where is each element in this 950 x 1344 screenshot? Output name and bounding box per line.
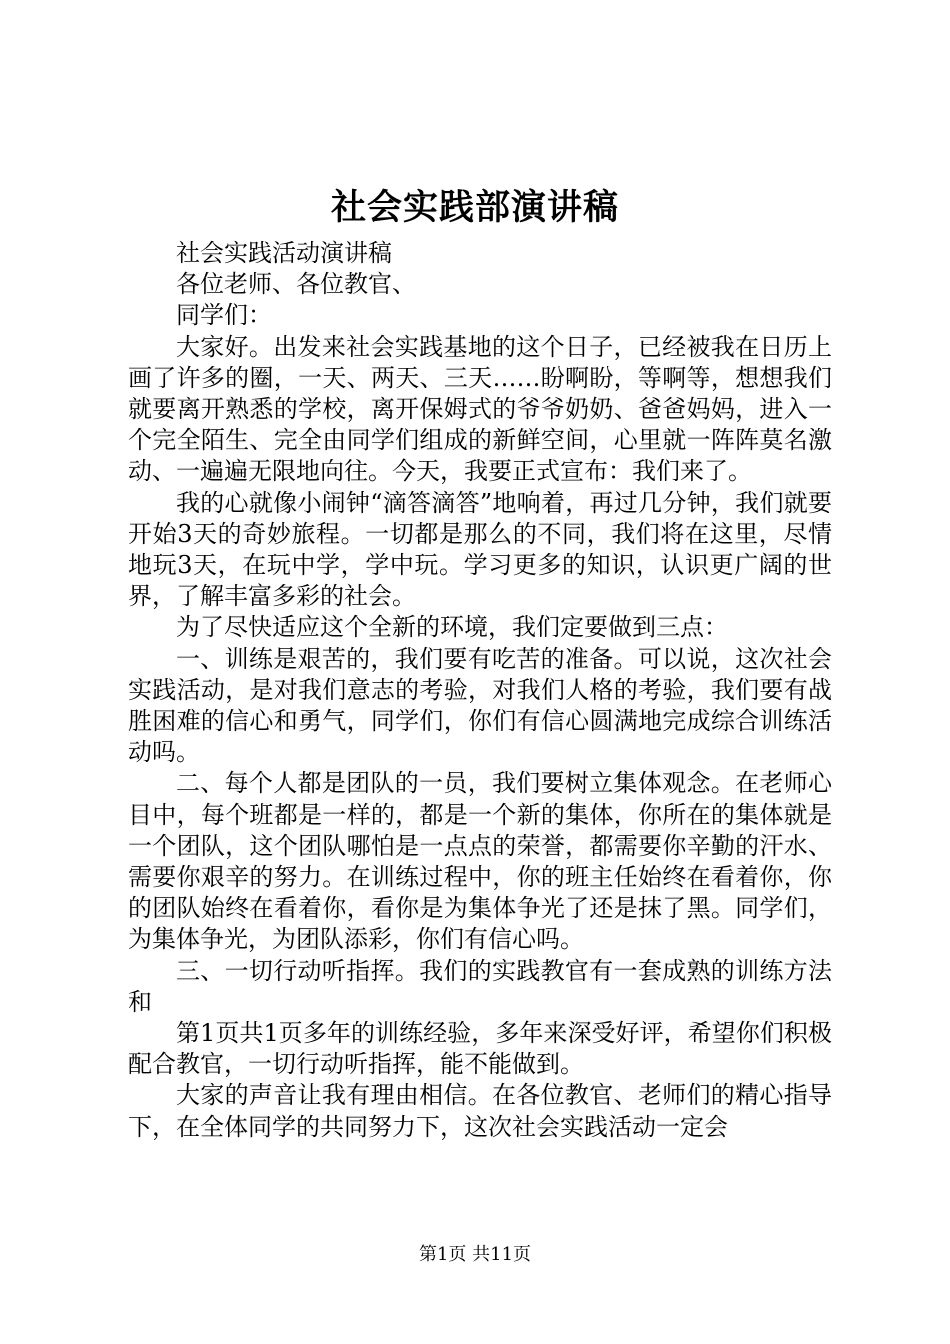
paragraph: 第1页共1页多年的训练经验，多年来深受好评，希望你们积极配合教官，一切行动听指挥，能不能做到。 [128, 1019, 832, 1079]
document-body [128, 238, 832, 1143]
paragraph: 一、训练是艰苦的，我们要有吃苦的准备。可以说，这次社会实践活动，是对我们意志的考验，对我们人格的考验，我们要有战胜困难的信心和勇气，同学们，你们有信心圆满地完成综合训练活动吗。 [128, 644, 832, 767]
paragraph-salutation-2: 同学们： [176, 301, 272, 330]
page-footer: 第1页 共11页 [418, 1244, 532, 1265]
paragraph: 大家好。出发来社会实践基地的这个日子，已经被我在日历上画了许多的圈，一天、两天、三天……盼啊盼，等啊等，想想我们就要离开熟悉的学校，离开保姆式的爷爷奶奶、爸爸妈妈，进入一个完全陌生、完全由同学们组成的新鲜空间，心里就一阵阵莫名激动、一遍遍无限地向往。今天，我要正式宣布：我们来了。 [128, 332, 832, 486]
paragraph: 二、每个人都是团队的一员，我们要树立集体观念。在老师心目中，每个班都是一样的，都是一个新的集体，你所在的集体就是一个团队，这个团队哪怕是一点点的荣誉，都需要你辛勤的汗水、需要你艰辛的努力。在训练过程中，你的班主任始终在看着你，你的团队始终在看着你，看你是为集体争光了还是抹了黑。同学们，为集体争光，为团队添彩，你们有信心吗。 [128, 769, 832, 954]
paragraph: 我的心就像小闹钟“滴答滴答”地响着，再过几分钟，我们就要开始3天的奇妙旅程。一切都是那么的不同，我们将在这里，尽情地玩3天，在玩中学，学中玩。学习更多的知识，认识更广阔的世界，了解丰富多彩的社会。 [128, 488, 832, 611]
paragraph: 大家的声音让我有理由相信。在各位教官、老师们的精心指导下，在全体同学的共同努力下，这次社会实践活动一定会 [128, 1081, 832, 1141]
paragraph-subtitle: 社会实践活动演讲稿 [176, 239, 392, 267]
paragraph: 三、一切行动听指挥。我们的实践教官有一套成熟的训练方法和 [128, 956, 832, 1016]
paragraph-salutation-1: 各位老师、各位教官、 [176, 270, 416, 299]
paragraph: 为了尽快适应这个全新的环境，我们定要做到三点： [176, 613, 728, 642]
document-title: 社会实践部演讲稿 [330, 187, 619, 228]
